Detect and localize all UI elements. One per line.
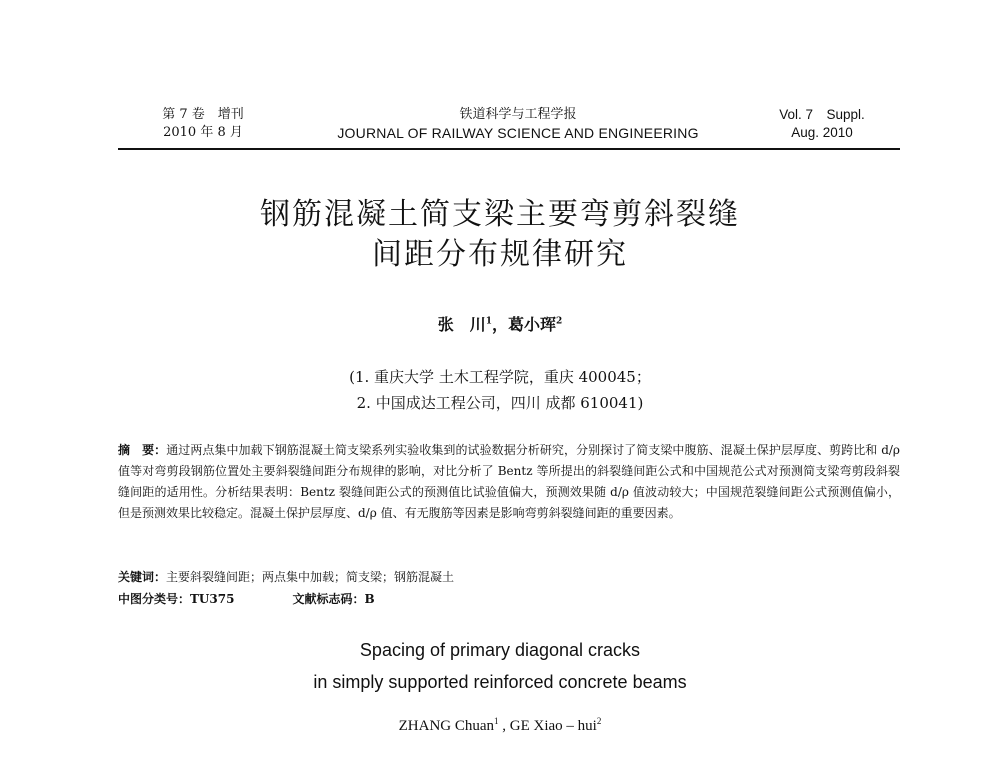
publication-date-en: Aug. 2010 — [791, 125, 853, 140]
volume-info-en — [752, 106, 892, 142]
title-en-line2: in simply supported reinforced concrete beams — [313, 672, 687, 692]
affiliation-2: 2. 中国成达工程公司，四川 成都 610041) — [356, 394, 644, 412]
abstract-zh — [118, 440, 900, 524]
author-separator-en: , — [498, 718, 510, 734]
volume-issue: 第 7 卷 增刊 — [162, 107, 244, 122]
title-zh-line1: 钢筋混凝土简支梁主要弯剪斜裂缝 — [260, 197, 740, 232]
paper-title-zh — [0, 195, 1000, 275]
abstract-label: 摘 要： — [118, 443, 167, 457]
document-code: 文献标志码：B — [292, 592, 375, 606]
journal-header — [118, 104, 900, 150]
abstract-text: 通过两点集中加载下钢筋混凝土简支梁系列实验收集到的试验数据分析研究，分别探讨了简支梁中腹筋、混凝土保护层厚度、剪跨比和 d/ρ 值等对弯剪段钢筋位置处主要斜裂缝间距分布规律的影响，对比分析了 Bentz 等所提出的斜裂缝间距公式和中国规范公式对预测简支梁弯剪段斜裂缝间距的适用性。分析结果表明：Bentz 裂缝间距公式的预测值比试验值偏大，预测效果随 d/ρ 值波动较大；中国规范裂缝间距公式预测值偏小，但是预测效果比较稳定。混凝土保护层厚度、d/ρ 值、有无腹筋等因素是影响弯剪斜裂缝间距的重要因素。 — [118, 443, 900, 520]
author-1-affil-en: 1 — [494, 716, 499, 726]
author-2-zh: 葛小珲 — [508, 315, 557, 334]
author-2-affil-zh: 2 — [556, 316, 563, 327]
keywords-zh — [118, 567, 900, 587]
author-1-zh: 张 川 — [437, 315, 486, 334]
journal-name — [308, 106, 728, 142]
keywords-text: 主要斜裂缝间距；两点集中加载；简支梁；钢筋混凝土 — [166, 570, 455, 584]
publication-date-zh: 2010 年 8 月 — [163, 125, 243, 140]
author-2-affil-en: 2 — [596, 716, 602, 726]
affiliation-1: (1. 重庆大学 土木工程学院，重庆 400045； — [349, 368, 651, 386]
journal-name-zh: 铁道科学与工程学报 — [459, 107, 577, 122]
author-2-en: GE Xiao – hui — [509, 718, 597, 734]
paper-title-en — [0, 634, 1000, 698]
authors-zh — [0, 312, 1000, 335]
clc-number: 中图分类号：TU375 — [118, 592, 235, 606]
title-zh-line2: 间距分布规律研究 — [372, 237, 628, 272]
affiliations-zh — [0, 364, 1000, 416]
volume-issue-en: Vol. 7 Suppl. — [779, 107, 865, 122]
authors-en — [0, 718, 1000, 735]
journal-name-en: JOURNAL OF RAILWAY SCIENCE AND ENGINEERING — [337, 125, 699, 141]
keywords-label: 关键词： — [118, 570, 167, 584]
title-en-line1: Spacing of primary diagonal cracks — [359, 640, 641, 660]
author-1-affil-zh: 1 — [485, 316, 492, 327]
classification-line — [118, 589, 900, 609]
author-1-en: ZHANG Chuan — [398, 718, 495, 734]
volume-info — [118, 106, 288, 142]
author-separator-zh: ， — [491, 315, 508, 334]
